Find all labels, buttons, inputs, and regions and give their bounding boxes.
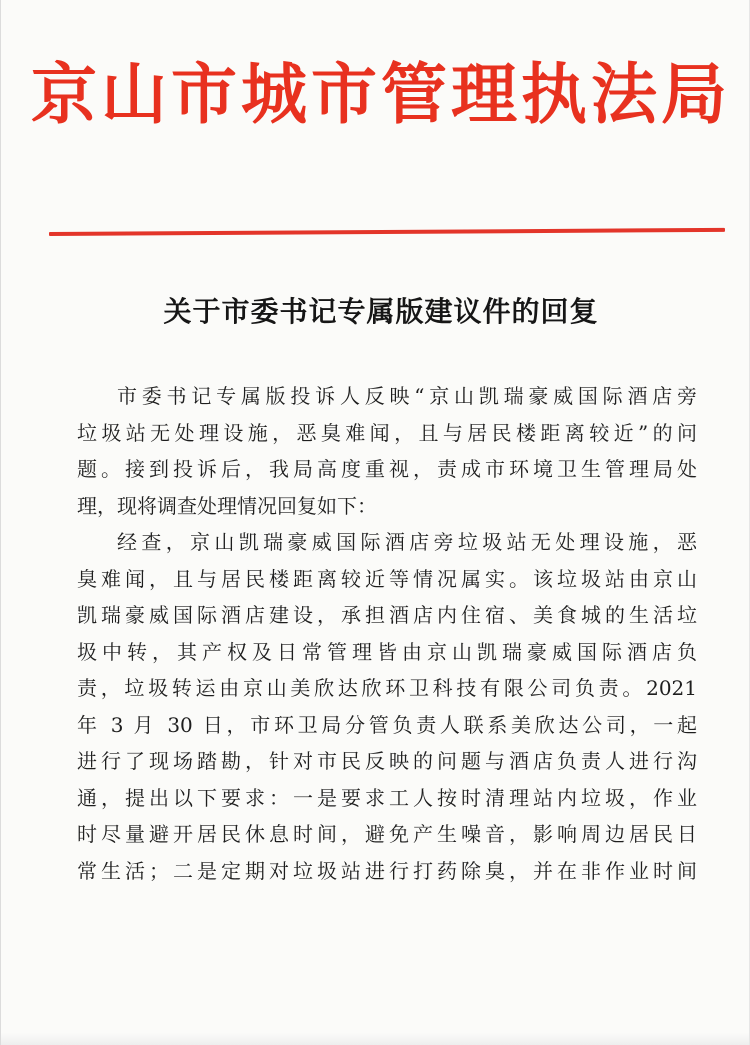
page-bottom-edge	[1, 1033, 749, 1045]
document-body	[77, 378, 697, 889]
body-line-2: 垃圾站无处理设施，恶臭难闻，且与居民楼距离较近”的问	[77, 420, 697, 445]
letterhead-red-rule	[49, 228, 725, 236]
body-line-6: 臭难闻，且与居民楼距离较近等情况属实。该垃圾站由京山	[77, 566, 697, 591]
body-line-8: 圾中转，其产权及日常管理皆由京山凯瑞豪威国际酒店负	[77, 639, 697, 664]
document-title: 关于市委书记专属版建议件的回复	[163, 295, 599, 328]
body-line-1: 市委书记专属版投诉人反映“京山凯瑞豪威国际酒店旁	[117, 384, 697, 408]
body-line-4: 理，现将调查处理情况回复如下：	[77, 493, 377, 518]
body-line-14: 常生活；二是定期对垃圾站进行打药除臭，并在非作业时间	[77, 858, 697, 883]
body-line-3: 题。接到投诉后，我局高度重视，责成市环境卫生管理局处	[77, 457, 697, 481]
body-line-5: 经查，京山凯瑞豪威国际酒店旁垃圾站无处理设施，恶	[117, 530, 697, 554]
body-line-9: 责，垃圾转运由京山美欣达欣环卫科技有限公司负责。2021	[77, 676, 697, 700]
body-line-7: 凯瑞豪威国际酒店建设，承担酒店内住宿、美食城的生活垃	[77, 603, 697, 627]
body-line-10: 年 3 月 30 日，市环卫局分管负责人联系美欣达公司，一起	[77, 712, 697, 737]
body-line-11: 进行了现场踏勘，针对市民反映的问题与酒店负责人进行沟	[77, 749, 697, 773]
letterhead-org-name: 京山市城市管理执法局	[31, 54, 731, 133]
body-line-12: 通，提出以下要求：一是要求工人按时清理站内垃圾，作业	[77, 785, 697, 810]
body-line-13: 时尽量避开居民休息时间，避免产生噪音，影响周边居民日	[77, 822, 697, 846]
